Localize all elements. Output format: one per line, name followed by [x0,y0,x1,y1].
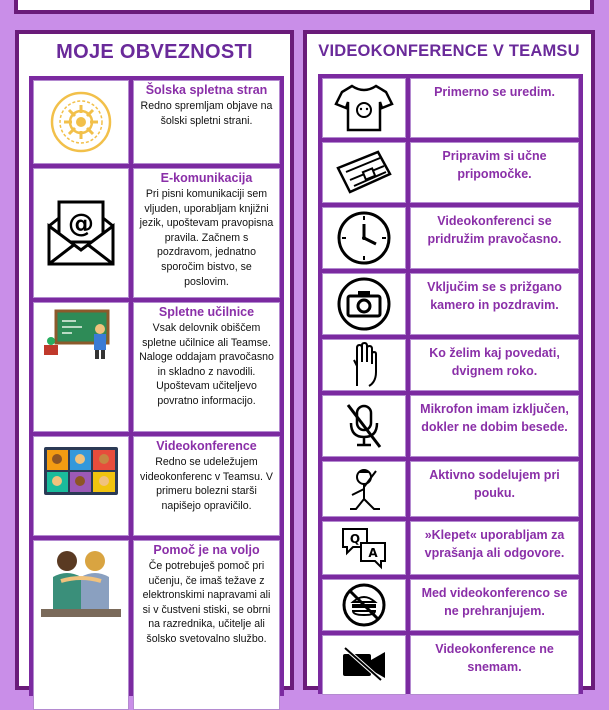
item-body: Pri pisni komunikaciji sem vljuden, uporabljam knjižni jezik, upoštevam pravopisna pravila. Začnem s pozdravom, jednatno sporočim bistvo, se poslovim. [139,188,274,288]
list-item [322,521,579,575]
item-title: Šolska spletna stran [145,83,268,97]
list-item [322,273,579,335]
item-title: Spletne učilnice [158,305,255,319]
rule-label: Vključim se s prižgano kamero in pozdravim. [427,280,562,312]
rule-label: Pripravim si učne pripomočke. [442,149,547,181]
list-item [322,579,579,631]
list-item [33,302,280,432]
rule-label: Med videokonferenco se ne prehranjujem. [421,586,568,618]
top-banner-box [14,0,594,14]
rule-label: »Klepet« uporabljam za vprašanja ali odgovore. [424,528,565,560]
no-recording-icon [322,635,406,695]
item-title: Pomoč je na voljo [153,543,260,557]
list-item [322,339,579,391]
item-title: E-komunikacija [160,171,253,185]
item-body: Redno spremljam objave na šolski spletni strani. [140,100,273,127]
obligations-grid [29,76,284,696]
item-body: Vsak delovnik obiščem spletne učilnice ali Teamse. Naloge oddajam pravočasno in skladno z navodili. Upoštevam učiteljevo povratno informacijo. [139,322,274,407]
teacher-blackboard-icon [33,302,129,432]
item-body: Če potrebuješ pomoč pri učenju, če imaš težave z elektronskimi napravami ali si v čustveni stiski, se obrni na razrednika, učitelje ali šolsko svetovalno službo. [142,560,271,645]
rule-label: Aktivno sodelujem pri pouku. [429,468,560,500]
pencil-case-icon [322,142,406,203]
friends-hugging-icon [33,540,129,710]
tshirt-icon [322,78,406,138]
svg-text:A: A [368,546,378,560]
list-item [33,168,280,298]
item-title: Videokonference [156,439,257,453]
item-body: Redno se udeležujem videokonferenc v Teamsu. V primeru bolezni starši napišejo opravičilo. [140,456,273,512]
rule-label: Videokonferenci se pridružim pravočasno. [427,214,562,246]
list-item [322,78,579,138]
rule-label: Ko želim kaj povedati, dvignem roko. [429,346,560,378]
clock-icon [322,207,406,269]
obligations-panel [15,30,294,690]
svg-text:Q: Q [349,532,361,546]
rule-label: Primerno se uredim. [434,85,555,99]
active-student-icon [322,461,406,517]
rules-grid [318,74,583,694]
panel-title: VIDEOKONFERENCE V TEAMSU [318,42,580,60]
raised-hand-icon [322,339,406,391]
muted-microphone-icon [322,395,406,457]
school-website-seal-icon [33,80,129,164]
list-item [33,436,280,536]
svg-text:@: @ [68,209,94,239]
camera-icon [322,273,406,335]
list-item [322,395,579,457]
panel-title: MOJE OBVEZNOSTI [56,41,253,63]
videoconference-panel [303,30,595,690]
list-item [322,461,579,517]
no-food-icon [322,579,406,631]
list-item [322,207,579,269]
list-item [322,635,579,695]
email-envelope-icon [33,168,129,298]
video-call-grid-icon [33,436,129,536]
list-item [33,80,280,164]
list-item [322,142,579,203]
rule-label: Videokonference ne snemam. [435,642,554,674]
rule-label: Mikrofon imam izključen, dokler ne dobim besede. [420,402,569,434]
list-item [33,540,280,710]
chat-qa-icon [322,521,406,575]
